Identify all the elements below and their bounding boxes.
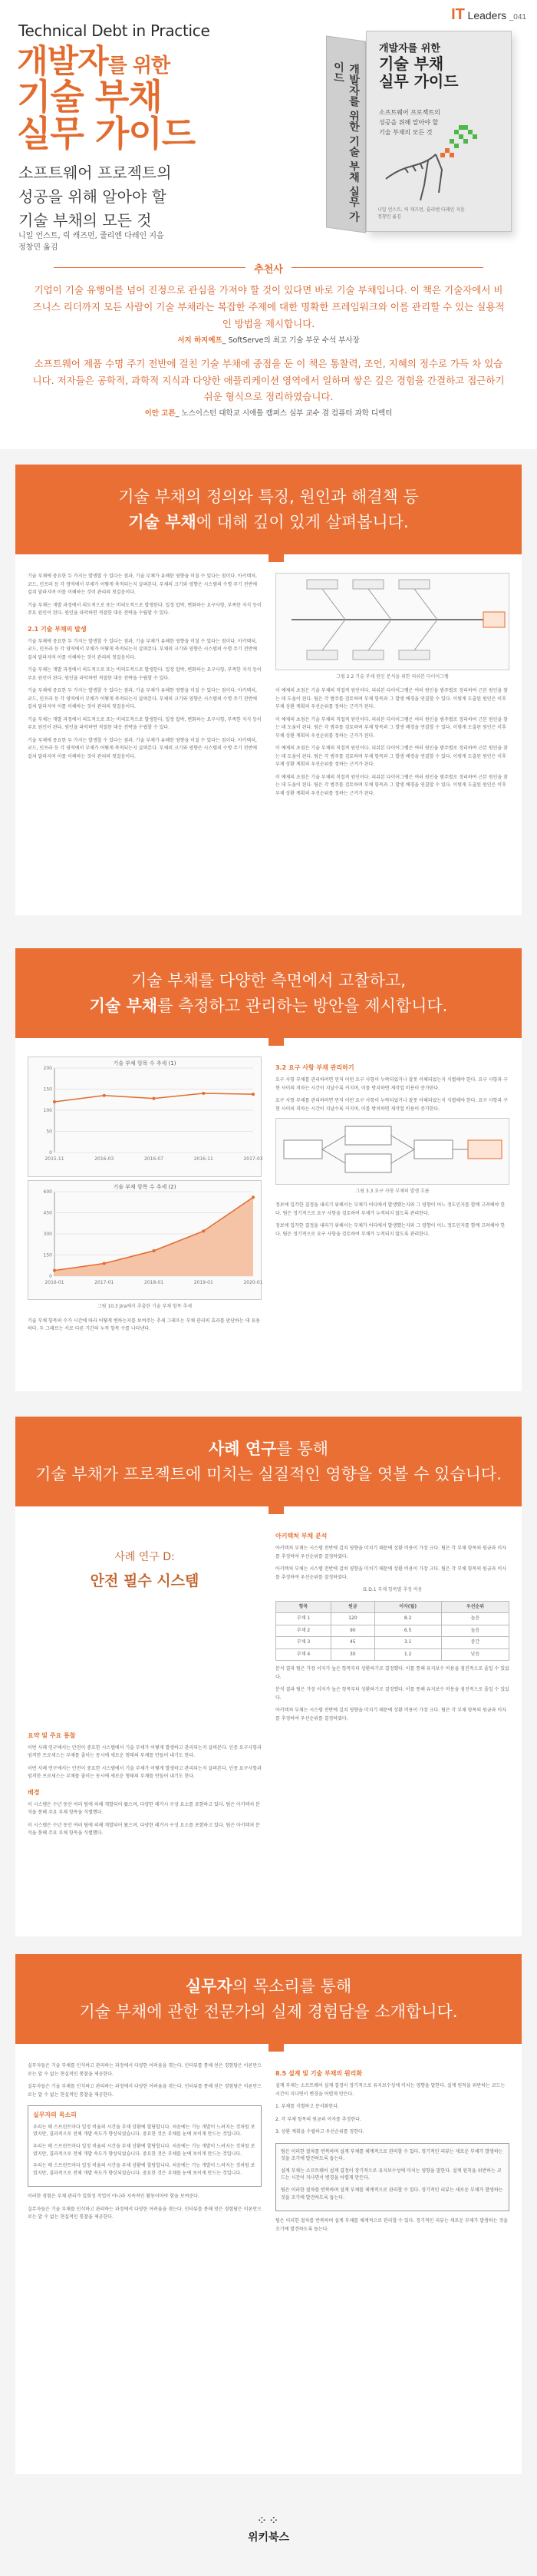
practitioner-quote-box — [28, 2105, 262, 2187]
body-text: 이 시스템은 수년 동안 여러 팀에 의해 개발되어 왔으며, 다양한 레거시 구성 요소를 포함하고 있다. 팀은 아키텍처 분석을 통해 주요 부채 항목을 식별했다. — [28, 1822, 260, 1837]
quote-text: 우리는 매 스프린트마다 일정 비율의 시간을 부채 상환에 할당합니다. 처음에는 기능 개발이 느려지는 것처럼 보였지만, 결과적으로 전체 개발 속도가 향상되었습니다. 중요한 것은 부채를 눈에 보이게 만드는 것입니다. — [33, 2163, 255, 2176]
quote-text: 우리는 매 스프린트마다 일정 비율의 시간을 부채 상환에 할당합니다. 처음에는 기능 개발이 느려지는 것처럼 보였지만, 결과적으로 전체 개발 속도가 향상되었습니다. 중요한 것은 부채를 눈에 보이게 만드는 것입니다. — [33, 2144, 255, 2157]
divider — [54, 267, 245, 268]
body-text: 이번 사례 연구에서는 안전이 중요한 시스템에서 기술 부채가 어떻게 발생하고 관리되는지 살펴본다. 인증 요구사항과 엄격한 프로세스는 부채를 줄이는 동시에 새로운 형태의 부채를 만들어 내기도 한다. — [28, 1744, 262, 1759]
section-definition — [0, 449, 537, 933]
cover-translator: 정창민 옮김 — [377, 214, 401, 220]
spacer — [28, 1609, 262, 1724]
section-banner — [15, 1417, 522, 1506]
quote-label: 실무자의 목소리 — [33, 2111, 77, 2119]
cover-author: 니일 언스트, 릭 캐즈먼, 줄리엔 다레인 지음 — [377, 207, 465, 213]
banner-line: 기술 부채에 관한 전문가의 실제 경험담을 소개합니다. — [79, 2002, 458, 2021]
author-line: 니일 언스트, 릭 캐즈먼, 줄리엔 다레인 지음 — [18, 232, 164, 240]
section-measure — [0, 933, 537, 1401]
left-page — [28, 1525, 262, 1918]
publisher-logo — [245, 2513, 292, 2545]
case-label: 사례 연구 D: — [114, 1551, 175, 1564]
table-cell: 부채 2 — [276, 1625, 331, 1637]
body-text: 분석 결과 팀은 가장 이자가 높은 항목부터 상환하기로 결정했다. 이를 통해 유지보수 비용을 점진적으로 줄일 수 있었다. — [275, 1666, 509, 1680]
body-text: 실무자들은 기술 부채를 인식하고 관리하는 과정에서 다양한 어려움을 겪는다. 인터뷰를 통해 얻은 경험담은 이론만으로는 알 수 없는 현실적인 통찰을 제공한다. — [28, 2206, 262, 2221]
table-row — [276, 1613, 509, 1625]
recommend-signature-1 — [0, 334, 537, 345]
y-tick-label: 50 — [46, 1129, 52, 1135]
right-page — [275, 1525, 509, 1918]
publisher-name: 위키북스 — [247, 2531, 290, 2544]
page-spread — [15, 1506, 522, 1936]
figure-caption: 그림 10.3 Jira에서 추출한 기술 부채 항목 추세 — [97, 1304, 193, 1310]
brand-logo — [451, 6, 526, 24]
section-case-study — [0, 1401, 537, 1939]
left-page — [28, 573, 262, 897]
body-text: 요구 사항 부채를 관리하려면 먼저 어떤 요구 사항이 누락되었거나 잘못 이해되었는지 식별해야 한다. 요구 사항과 구현 사이의 격차는 시간이 지날수록 커지며, 이를 방치하면 재작업 비용이 증가한다. — [275, 1077, 508, 1091]
body-text: 정보에 입각한 결정을 내리기 위해서는 부채가 어디에서 발생했는지와 그 영향이 어느 정도인지를 함께 고려해야 한다. 팀은 정기적으로 요구 사항을 검토하여 부채가 누적되지 않도록 관리한다. — [275, 1223, 506, 1237]
recommend-text-2: 소프트웨어 제품 수명 주기 전반에 걸친 기술 부채에 중점을 둔 이 책은 통찰력, 조언, 지혜의 정수로 가득 차 있습니다. 저자들은 공학적, 과학적 지식과 다양한 애플리케이션 영역에서 일하며 쌓은 깊은 경험을 간결하고 접근하기 쉬운 형식으로 정리하였습니다. — [32, 357, 505, 403]
body-text: 기술 부채는 개발 과정에서 의도적으로 또는 비의도적으로 발생한다. 일정 압박, 변화하는 요구사항, 부족한 지식 등이 주요 원인이 된다. 원인을 파악하면 적절한 대응 전략을 수립할 수 있다. — [28, 716, 262, 731]
authors — [18, 230, 164, 253]
area-chart — [28, 1181, 261, 1296]
body-text: 이러한 경험은 부채 관리가 일회성 작업이 아니라 지속적인 활동이어야 함을 보여준다. — [28, 2194, 199, 2200]
body-text: 설계 부채는 소프트웨어 설계 결정이 장기적으로 유지보수성에 미치는 영향을 말한다. 설계 원칙을 위반하는 코드는 시간이 지나면서 변경을 어렵게 만든다. — [275, 2083, 506, 2097]
left-page — [28, 2062, 262, 2455]
y-tick-label: 0 — [49, 1150, 52, 1156]
title-line2: 기술 부채 — [17, 76, 162, 118]
page-spread — [15, 2044, 522, 2474]
banner-line: 기술 부채가 프로젝트에 미치는 실질적인 영향을 엿볼 수 있습니다. — [35, 1464, 502, 1483]
recommend-text-1: 기업이 기술 유행어를 넘어 진정으로 관심을 가져야 할 것이 있다면 바로 기술 부채입니다. 이 책은 기술자에서 비즈니스 리더까지 모든 사람이 기술 부채라는 복잡한 주제에 대한 명확한 프레임워크와 이를 관리할 수 있는 실용적인 방법을 제시합니다. — [32, 284, 505, 329]
data-point — [53, 1100, 56, 1103]
subtitle-line: 소프트웨어 프로젝트의 — [18, 164, 172, 182]
quote-text: 우리는 매 스프린트마다 일정 비율의 시간을 부채 상환에 할당합니다. 처음에는 기능 개발이 느려지는 것처럼 보였지만, 결과적으로 전체 개발 속도가 향상되었습니다. 중요한 것은 부채를 눈에 보이게 만드는 것입니다. — [33, 2124, 255, 2138]
brand-it: IT — [451, 6, 465, 23]
signer-title: _ 노스이스턴 대학교 시애틀 캠퍼스 심부 교수 겸 컴퓨터 과학 디렉터 — [175, 409, 393, 418]
body-text: 실무자들은 기술 부채를 인식하고 관리하는 과정에서 다양한 어려움을 겪는다. 인터뷰를 통해 얻은 경험담은 이론만으로는 알 수 없는 현실적인 통찰을 제공한다. — [28, 2063, 262, 2077]
figure-caption: 그림 3.3 요구 사항 부채의 발생 흐름 — [355, 1188, 430, 1194]
x-tick-label: 2017-01 — [94, 1279, 114, 1285]
table-row — [276, 1625, 509, 1637]
fishbone-diagram — [275, 573, 509, 670]
figure-caption: 그림 2.2 기술 부채 원인 분석을 위한 피쉬본 다이어그램 — [336, 673, 449, 680]
divider — [292, 267, 483, 268]
book-cover — [366, 31, 512, 232]
banner-emphasis: 기술 부채 — [89, 996, 158, 1015]
body-text: 요구 사항 부채를 관리하려면 먼저 어떤 요구 사항이 누락되었거나 잘못 이해되었는지 식별해야 한다. 요구 사항과 구현 사이의 격차는 시간이 지날수록 커지며, 이를 방치하면 재작업 비용이 증가한다. — [275, 1098, 508, 1112]
cover-title-line: 개발자를 위한 — [379, 43, 440, 55]
body-text: 이 예제의 초점은 기술 부채의 직접적 원인이다. 피쉬본 다이어그램은 여러 원인을 범주별로 정리하여 근본 원인을 찾는 데 도움이 된다. 팀은 각 범주를 검토하며 부채 항목과 그 발생 배경을 연결할 수 있다. 이렇게 도출된 원인은 이후 부채 상환 계획의 우선순위를 정하는 근거가 된다. — [275, 774, 508, 796]
list-item: 2. 각 부채 항목의 원금과 이자를 추정한다. — [275, 2116, 361, 2122]
title-line1: 개발자 — [17, 42, 108, 80]
table-row — [276, 1637, 509, 1649]
table-cell: 높음 — [441, 1613, 509, 1625]
table-cell: 부채 4 — [276, 1648, 331, 1661]
banner-emphasis: 실무자 — [185, 1977, 232, 1996]
spine-text: 개발자를 위한 기술 부채 실무 가이드 — [332, 60, 360, 223]
book-subtitle — [18, 161, 264, 233]
cover-sub-line: 기술 부채의 모든 것 — [379, 128, 433, 136]
body-text: 설계 부채는 소프트웨어 설계 결정이 장기적으로 유지보수성에 미치는 영향을 말한다. 설계 원칙을 위반하는 코드는 시간이 지나면서 변경을 어렵게 만든다. — [281, 2168, 502, 2181]
table-cell: 중간 — [441, 1637, 509, 1649]
footer — [0, 2476, 537, 2576]
series-area — [54, 1197, 253, 1276]
cover-sub-line: 소프트웨어 프로젝트의 — [379, 109, 440, 116]
x-tick-label: 2020-01 — [243, 1279, 263, 1285]
table-header: 이자(월) — [374, 1601, 441, 1613]
cover-bottom — [377, 207, 465, 220]
banner-line: 에 대해 깊이 있게 살펴봅니다. — [196, 512, 409, 531]
body-text: 팀은 이러한 절차를 반복하며 설계 부채를 체계적으로 관리할 수 있다. 정기적인 리뷰는 새로운 부채가 발생하는 것을 조기에 발견하도록 돕는다. — [275, 2218, 508, 2232]
table-cell: 3.1 — [374, 1637, 441, 1649]
list-item: 3. 상환 계획을 수립하고 우선순위를 정한다. — [275, 2129, 364, 2135]
table-cell: 8.2 — [374, 1613, 441, 1625]
body-text: 기술 부채는 개발 과정에서 의도적으로 또는 비의도적으로 발생한다. 일정 압박, 변화하는 요구사항, 부족한 지식 등이 주요 원인이 된다. 원인을 파악하면 적절한 대응 전략을 수립할 수 있다. — [28, 602, 262, 617]
body-text: 분석 결과 팀은 가장 이자가 높은 항목부터 상환하기로 결정했다. 이를 통해 유지보수 비용을 점진적으로 줄일 수 있었다. — [275, 1687, 509, 1701]
body-text: 아키텍처 부채는 시스템 전반에 걸쳐 영향을 미치기 때문에 상환 비용이 가장 크다. 팀은 각 부채 항목의 원금과 이자를 추정하여 우선순위를 결정하였다. — [275, 1546, 506, 1559]
flow-diagram — [275, 1118, 509, 1185]
table-header: 항목 — [276, 1601, 331, 1613]
body-text: 실무자들은 기술 부채를 인식하고 관리하는 과정에서 다양한 어려움을 겪는다. 인터뷰를 통해 얻은 경험담은 이론만으로는 알 수 없는 현실적인 통찰을 제공한다. — [28, 2084, 262, 2098]
cover-title-line: 기술 부채 — [379, 54, 444, 73]
section-heading: 아키텍처 부채 분석 — [275, 1533, 328, 1540]
body-text: 이 예제의 초점은 기술 부채의 직접적 원인이다. 피쉬본 다이어그램은 여러 원인을 범주별로 정리하여 근본 원인을 찾는 데 도움이 된다. 팀은 각 범주를 검토하며 부채 항목과 그 발생 배경을 연결할 수 있다. 이렇게 도출된 원인은 이후 부채 상환 계획의 우선순위를 정하는 근거가 된다. — [275, 746, 508, 768]
table-caption: 표 D.1 부채 항목별 추정 비용 — [362, 1587, 423, 1593]
cover-sub-line: 성공을 위해 알아야 할 — [379, 118, 439, 126]
data-point — [153, 1097, 156, 1100]
y-tick-label: 0 — [49, 1273, 52, 1279]
cover-title — [379, 44, 459, 91]
body-text: 기술 부채에 중요한 두 가지는 발생할 수 있다는 점과, 기술 부채가 유해한 영향을 미칠 수 있다는 점이다. 아키텍처, 코드, 인프라 등 각 영역에서 부채가 어떻게 축적되는지 살펴본다. 부채의 크기와 영향은 시스템의 수명 주기 전반에 걸쳐 달라지며 이를 이해하는 것이 관리의 첫걸음이다. — [28, 737, 258, 759]
example-box — [275, 2143, 509, 2212]
left-page — [28, 1057, 262, 1373]
section-banner — [15, 1954, 522, 2044]
y-tick-label: 150 — [43, 1252, 52, 1258]
body-text: 이 예제의 초점은 기술 부채의 직접적 원인이다. 피쉬본 다이어그램은 여러 원인을 범주별로 정리하여 근본 원인을 찾는 데 도움이 된다. 팀은 각 범주를 검토하며 부채 항목과 그 발생 배경을 연결할 수 있다. 이렇게 도출된 원인은 이후 부채 상환 계획의 우선순위를 정하는 근거가 된다. — [275, 688, 508, 710]
body-text: 기술 부채는 개발 과정에서 의도적으로 또는 비의도적으로 발생한다. 일정 압박, 변화하는 요구사항, 부족한 지식 등이 주요 원인이 된다. 원인을 파악하면 적절한 대응 전략을 수립할 수 있다. — [28, 667, 262, 681]
table-cell: 45 — [331, 1637, 374, 1649]
body-text: 기술 부채에 중요한 두 가지는 발생할 수 있다는 점과, 기술 부채가 유해한 영향을 미칠 수 있다는 점이다. 아키텍처, 코드, 인프라 등 각 영역에서 부채가 어떻게 축적되는지 살펴본다. 부채의 크기와 영향은 시스템의 수명 주기 전반에 걸쳐 달라지며 이를 이해하는 것이 관리의 첫걸음이다. — [28, 688, 258, 710]
table-row — [276, 1648, 509, 1661]
banner-line: 기술 부채를 다양한 측면에서 고찰하고, — [131, 971, 406, 990]
translator-line: 정창민 옮김 — [18, 243, 58, 252]
y-tick-label: 450 — [43, 1210, 52, 1216]
section-heading: 2.1 기술 부채의 발생 — [28, 625, 87, 633]
cover-title-line: 실무 가이드 — [379, 71, 459, 91]
y-tick-label: 300 — [43, 1231, 52, 1237]
x-tick-label: 2016-01 — [44, 1279, 64, 1285]
data-point — [252, 1195, 255, 1199]
body-text: 이 예제의 초점은 기술 부채의 직접적 원인이다. 피쉬본 다이어그램은 여러 원인을 범주별로 정리하여 근본 원인을 찾는 데 도움이 된다. 팀은 각 범주를 검토하며 부채 항목과 그 발생 배경을 연결할 수 있다. 이렇게 도출된 원인은 이후 부채 상환 계획의 우선순위를 정하는 근거가 된다. — [275, 716, 508, 739]
line-chart — [28, 1057, 261, 1172]
y-tick-label: 100 — [43, 1108, 52, 1114]
section-banner — [15, 465, 522, 554]
x-tick-label: 2015-11 — [44, 1156, 64, 1162]
table-cell: 높음 — [441, 1625, 509, 1637]
data-point — [103, 1094, 106, 1097]
recommend-section — [0, 261, 537, 418]
series-title: Technical Debt in Practice — [18, 21, 210, 40]
data-point — [252, 1093, 255, 1096]
chart-title: 기술 부채 항목 수 추세 (2) — [113, 1183, 176, 1190]
section-banner — [15, 948, 522, 1038]
table-cell: 부채 1 — [276, 1613, 331, 1625]
body-text: 아키텍처 부채는 시스템 전반에 걸쳐 영향을 미치기 때문에 상환 비용이 가장 크다. 팀은 각 부채 항목의 원금과 이자를 추정하여 우선순위를 결정하였다. — [275, 1708, 506, 1721]
debt-table — [275, 1601, 509, 1662]
banner-line: 를 측정하고 관리하는 방안을 제시합니다. — [157, 996, 448, 1015]
data-point — [53, 1268, 56, 1271]
case-title: 안전 필수 시스템 — [90, 1572, 199, 1589]
y-tick-label: 600 — [43, 1189, 52, 1195]
subtitle-line: 기술 부채의 모든 것 — [18, 211, 152, 230]
section-heading: 8.5 설계 및 기술 부채의 원리화 — [275, 2070, 363, 2078]
section-heading: 요약 및 주요 통찰 — [28, 1731, 76, 1739]
data-point — [202, 1229, 205, 1232]
trend-chart-2 — [28, 1180, 262, 1301]
banner-line: 의 목소리를 통해 — [232, 1977, 352, 1996]
y-tick-label: 200 — [43, 1066, 52, 1072]
table-cell: 부채 3 — [276, 1637, 331, 1649]
title-line1-small: 를 위한 — [107, 55, 170, 78]
signer-name: 서지 하지예프 — [177, 336, 222, 345]
body-text: 기술 부채에 중요한 두 가지는 발생할 수 있다는 점과, 기술 부채가 유해한 영향을 미칠 수 있다는 점이다. 아키텍처, 코드, 인프라 등 각 영역에서 부채가 어떻게 축적되는지 살펴본다. 부채의 크기와 영향은 시스템의 수명 주기 전반에 걸쳐 달라지며 이를 이해하는 것이 관리의 첫걸음이다. — [28, 638, 258, 660]
table-cell: 6.5 — [374, 1625, 441, 1637]
body-text: 팀은 이러한 절차를 반복하며 설계 부채를 체계적으로 관리할 수 있다. 정기적인 리뷰는 새로운 부채가 발생하는 것을 조기에 발견하도록 돕는다. — [281, 2187, 503, 2201]
right-page — [275, 2062, 509, 2455]
dinosaur-skeleton-icon — [382, 124, 497, 208]
banner-line: 기술 부채의 정의와 특징, 원인과 해결책 등 — [118, 488, 419, 506]
table-cell: 1.2 — [374, 1648, 441, 1661]
body-text: 기술 부채 항목의 수가 시간에 따라 어떻게 변하는지를 보여주는 추세 그래프는 부채 관리의 효과를 판단하는 데 유용하다. 두 그래프는 서로 다른 기간의 누적 항목 수를 나타낸다. — [28, 1318, 260, 1332]
body-text: 이 시스템은 수년 동안 여러 팀에 의해 개발되어 왔으며, 다양한 레거시 구성 요소를 포함하고 있다. 팀은 아키텍처 분석을 통해 주요 부채 항목을 식별했다. — [28, 1801, 260, 1816]
banner-line: 를 통해 — [276, 1440, 328, 1458]
signer-title: _ SoftServe의 최고 기술 부문 수석 부사장 — [222, 336, 360, 345]
series-number: _041 — [509, 13, 526, 21]
section-heading: 배경 — [28, 1788, 40, 1796]
brand-leaders: Leaders — [467, 9, 507, 21]
body-text: 기술 부채에 중요한 두 가지는 발생할 수 있다는 점과, 기술 부채가 유해한 영향을 미칠 수 있다는 점이다. 아키텍처, 코드, 인프라 등 각 영역에서 부채가 어떻게 축적되는지 살펴본다. 부채의 크기와 영향은 시스템의 수명 주기 전반에 걸쳐 달라지며 이를 이해하는 것이 관리의 첫걸음이다. — [28, 574, 258, 596]
book-mockup — [326, 31, 518, 234]
data-point — [153, 1249, 156, 1252]
x-tick-label: 2016-07 — [143, 1156, 164, 1162]
data-point — [103, 1262, 106, 1265]
x-tick-label: 2019-01 — [193, 1279, 213, 1285]
body-text: 정보에 입각한 결정을 내리기 위해서는 부채가 어디에서 발생했는지와 그 영향이 어느 정도인지를 함께 고려해야 한다. 팀은 정기적으로 요구 사항을 검토하여 부채가 누적되지 않도록 관리한다. — [275, 1202, 506, 1216]
book-spine — [326, 35, 366, 233]
recommend-heading: 추천사 — [254, 264, 283, 276]
x-tick-label: 2017-03 — [243, 1156, 263, 1162]
x-tick-label: 2018-01 — [143, 1279, 164, 1285]
body-text: 이번 사례 연구에서는 안전이 중요한 시스템에서 기술 부채가 어떻게 발생하고 관리되는지 살펴본다. 인증 요구사항과 엄격한 프로세스는 부채를 줄이는 동시에 새로운 형태의 부채를 만들어 내기도 한다. — [28, 1765, 262, 1780]
table-cell: 120 — [331, 1613, 374, 1625]
right-page — [275, 1057, 509, 1373]
y-tick-label: 150 — [43, 1086, 52, 1093]
table-cell: 90 — [331, 1625, 374, 1637]
list-item: 1. 부채를 식별하고 문서화한다. — [275, 2104, 339, 2110]
section-practitioner — [0, 1939, 537, 2476]
title-line3: 실무 가이드 — [17, 113, 196, 155]
section-heading: 3.2 요구 사항 부채 관리하기 — [275, 1064, 354, 1072]
recommend-signature-2 — [0, 407, 537, 418]
body-text: 아키텍처 부채는 시스템 전반에 걸쳐 영향을 미치기 때문에 상환 비용이 가장 크다. 팀은 각 부채 항목의 원금과 이자를 추정하여 우선순위를 결정하였다. — [275, 1566, 506, 1580]
table-header: 우선순위 — [441, 1601, 509, 1613]
table-cell: 30 — [331, 1648, 374, 1661]
x-tick-label: 2016-03 — [94, 1156, 114, 1162]
trend-chart-1 — [28, 1057, 262, 1177]
page-spread — [15, 554, 522, 915]
data-point — [202, 1092, 205, 1095]
banner-emphasis: 사례 연구 — [208, 1440, 277, 1458]
table-cell: 낮음 — [441, 1648, 509, 1661]
signer-name: 이안 고튼 — [144, 409, 176, 418]
body-text: 팀은 이러한 절차를 반복하며 설계 부채를 체계적으로 관리할 수 있다. 정기적인 리뷰는 새로운 부채가 발생하는 것을 조기에 발견하도록 돕는다. — [281, 2148, 503, 2162]
chart-title: 기술 부채 항목 수 추세 (1) — [113, 1060, 176, 1067]
publisher-mark-icon: ⁘⁘ — [256, 2513, 281, 2528]
subtitle-line: 성공을 위해 알아야 할 — [18, 187, 166, 206]
x-tick-label: 2016-11 — [193, 1156, 213, 1162]
page-spread — [15, 1038, 522, 1391]
banner-emphasis: 기술 부채 — [128, 512, 196, 531]
book-title — [17, 42, 278, 155]
table-header: 원금 — [331, 1601, 374, 1613]
right-page — [275, 573, 509, 897]
hero-section — [0, 0, 537, 230]
